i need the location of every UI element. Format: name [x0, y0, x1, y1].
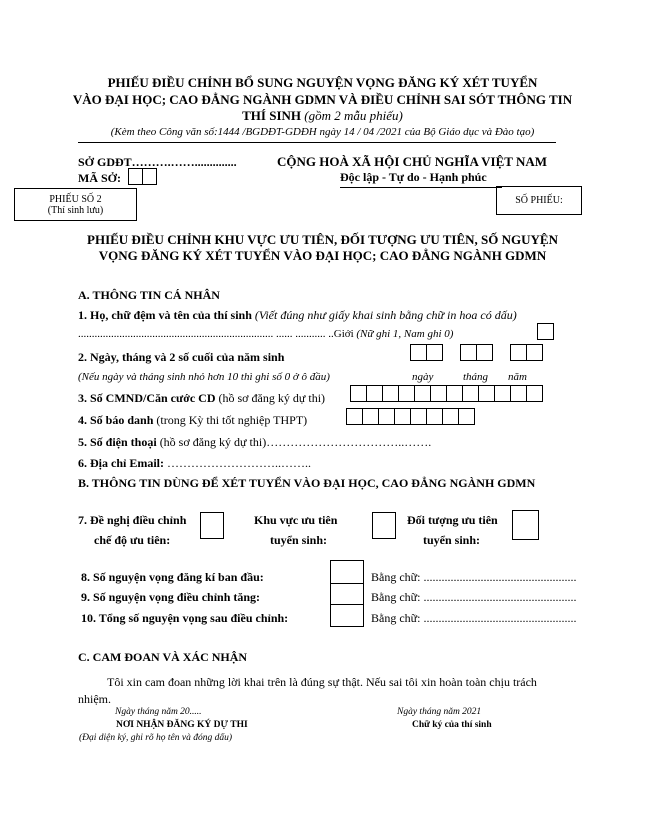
form-title-line-2: VỌNG ĐĂNG KÝ XÉT TUYỂN VÀO ĐẠI HỌC; CAO ĐẲNG NGÀNH GDMN [98, 248, 547, 263]
q1-gender-note: (Nữ ghi 1, Nam ghi 0) [356, 328, 454, 340]
cmnd-digit-box-3[interactable] [382, 385, 399, 402]
q4-bold: 4. Số báo danh [78, 413, 154, 427]
form-title-line-1: PHIẾU ĐIỀU CHỈNH KHU VỰC ƯU TIÊN, ĐỐI TƯỢNG ƯU TIÊN, SỐ NGUYỆN [87, 232, 558, 247]
q9-bang-chu[interactable]: Bằng chữ: ................................................... [371, 590, 577, 604]
q8-bang-chu[interactable]: Bằng chữ: ................................................... [371, 570, 577, 584]
title-line-3-italic: (gồm 2 mẫu phiếu) [304, 108, 403, 123]
day-box-2[interactable] [426, 344, 443, 361]
phieu-so-box [14, 188, 137, 221]
sbd-digit-box-2[interactable] [362, 408, 379, 425]
q4-label [78, 413, 307, 428]
q5-phone-field[interactable] [78, 435, 431, 450]
section-b-title: B. THÔNG TIN DÙNG ĐỂ XÉT TUYỂN VÀO ĐẠI HỌC, CAO ĐẲNG NGÀNH GDMN [78, 476, 536, 490]
left-date: Ngày tháng năm 20..... [115, 707, 202, 717]
right-signature-title: Chữ ký của thí sinh [412, 720, 492, 730]
section-c-title: C. CAM ĐOAN VÀ XÁC NHẬN [78, 650, 248, 664]
q5-bold: 5. Số điện thoại [78, 435, 157, 449]
day-box-1[interactable] [410, 344, 427, 361]
cmnd-digit-box-1[interactable] [350, 385, 367, 402]
statement-line-1: Tôi xin cam đoan những lời khai trên là đúng sự thật. Nếu sai tôi xin hoàn toàn chịu trách [107, 675, 537, 689]
cmnd-digit-box-10[interactable] [494, 385, 511, 402]
q7-line-2: chế độ ưu tiên: [94, 533, 171, 547]
ma-so-label: MÃ SỞ: [78, 171, 121, 185]
q10-label: 10. Tổng số nguyện vọng sau điều chỉnh: [81, 611, 289, 625]
left-signature-note: (Đại diện ký, ghi rõ họ tên và đóng dấu) [79, 733, 233, 743]
q1-name-field[interactable] [78, 328, 453, 340]
year-box-1[interactable] [510, 344, 527, 361]
q10-box[interactable] [330, 604, 364, 627]
ma-so-box-1[interactable] [128, 168, 143, 185]
q6-bold: 6. Địa chỉ Email: [78, 456, 164, 470]
phieu-so-note: (Thí sinh lưu) [47, 205, 104, 216]
sbd-digit-box-1[interactable] [346, 408, 363, 425]
q9-box[interactable] [330, 583, 364, 605]
q8-box[interactable] [330, 560, 364, 584]
cmnd-digit-box-2[interactable] [366, 385, 383, 402]
q6-email-field[interactable] [78, 456, 311, 471]
month-box-1[interactable] [460, 344, 477, 361]
q2-year-label: năm [508, 371, 527, 383]
kv-line-2: tuyển sinh: [270, 533, 328, 547]
q2-note: (Nếu ngày và tháng sinh nhỏ hơn 10 thì ghi số 0 ở ô đầu) [78, 371, 330, 383]
q7-adjust-box[interactable] [200, 512, 224, 539]
q4-note: (trong Kỳ thi tốt nghiệp THPT) [156, 413, 308, 427]
q2-day-label: ngày [412, 371, 434, 383]
gender-box[interactable] [537, 323, 554, 340]
q1-bold: 1. Họ, chữ đệm và tên của thí sinh [78, 308, 252, 322]
q9-label: 9. Số nguyện vọng điều chỉnh tăng: [81, 590, 261, 604]
nation-motto: Độc lập - Tự do - Hạnh phúc [340, 170, 487, 184]
q8-label: 8. Số nguyện vọng đăng kí ban đầu: [81, 570, 264, 584]
q1-italic: (Viết đúng như giấy khai sinh bằng chữ in hoa có dấu) [254, 308, 517, 322]
so-gddt-field[interactable]: SỞ GDĐT……….…….............. [78, 155, 237, 169]
so-phieu-box[interactable] [496, 186, 582, 215]
title-line-3 [0, 108, 645, 124]
cmnd-digit-box-8[interactable] [462, 385, 479, 402]
sbd-digit-box-8[interactable] [458, 408, 475, 425]
reference-line: (Kèm theo Công văn số:1444 /BGDĐT-GDĐH ngày 14 / 04 /2021 của Bộ Giáo dục và Đào tạo) [110, 126, 535, 138]
q2-label: 2. Ngày, tháng và 2 số cuối của năm sinh [78, 350, 285, 364]
kv-box[interactable] [372, 512, 396, 539]
phieu-so-label: PHIẾU SỐ 2 [49, 194, 102, 205]
dt-box[interactable] [512, 510, 539, 540]
right-date: Ngày tháng năm 2021 [397, 707, 482, 717]
header-divider [78, 142, 556, 143]
kv-line-1: Khu vực ưu tiên [254, 513, 338, 527]
sbd-digit-box-5[interactable] [410, 408, 427, 425]
q10-bang-chu[interactable]: Bằng chữ: ................................................... [371, 611, 577, 625]
month-box-2[interactable] [476, 344, 493, 361]
left-signature-title: NƠI NHẬN ĐĂNG KÝ DỰ THI [116, 720, 248, 730]
dt-line-1: Đối tượng ưu tiên [407, 513, 498, 527]
cmnd-digit-box-11[interactable] [510, 385, 527, 402]
q3-note: (hồ sơ đăng ký dự thi) [218, 391, 326, 405]
q7-line-1: 7. Đề nghị điều chỉnh [78, 513, 187, 527]
q6-dots: ………………………..…….. [167, 456, 311, 470]
sbd-digit-box-7[interactable] [442, 408, 459, 425]
q5-note: (hồ sơ đăng ký dự thi)……………………………..……. [159, 435, 432, 449]
title-line-2: VÀO ĐẠI HỌC; CAO ĐẲNG NGÀNH GDMN VÀ ĐIỀU CHỈNH SAI SÓT THÔNG TIN [72, 92, 573, 107]
sbd-digit-box-4[interactable] [394, 408, 411, 425]
q1-dots: ....................................................................... ...... ........... ..Giới [78, 328, 354, 340]
cmnd-digit-box-6[interactable] [430, 385, 447, 402]
title-line-1: PHIẾU ĐIỀU CHỈNH BỔ SUNG NGUYỆN VỌNG ĐĂNG KÝ XÉT TUYỂN [107, 75, 538, 90]
ma-so-box-2[interactable] [142, 168, 157, 185]
statement-line-2: nhiệm. [78, 692, 111, 706]
sbd-digit-box-6[interactable] [426, 408, 443, 425]
sbd-digit-box-3[interactable] [378, 408, 395, 425]
title-line-3-bold: THÍ SINH [242, 108, 302, 123]
motto-underline [340, 187, 502, 188]
cmnd-digit-box-5[interactable] [414, 385, 431, 402]
so-phieu-label: SỐ PHIẾU: [515, 195, 563, 206]
cmnd-digit-box-9[interactable] [478, 385, 495, 402]
nation-name: CỘNG HOÀ XÃ HỘI CHỦ NGHĨA VIỆT NAM [277, 154, 548, 169]
cmnd-digit-box-4[interactable] [398, 385, 415, 402]
cmnd-digit-box-12[interactable] [526, 385, 543, 402]
dt-line-2: tuyển sinh: [423, 533, 481, 547]
section-a-title: A. THÔNG TIN CÁ NHÂN [78, 288, 220, 302]
year-box-2[interactable] [526, 344, 543, 361]
q3-label [78, 391, 325, 406]
cmnd-digit-box-7[interactable] [446, 385, 463, 402]
q2-month-label: tháng [463, 371, 489, 383]
q1-label [78, 308, 517, 323]
q3-bold: 3. Số CMND/Căn cước CD [78, 391, 216, 405]
